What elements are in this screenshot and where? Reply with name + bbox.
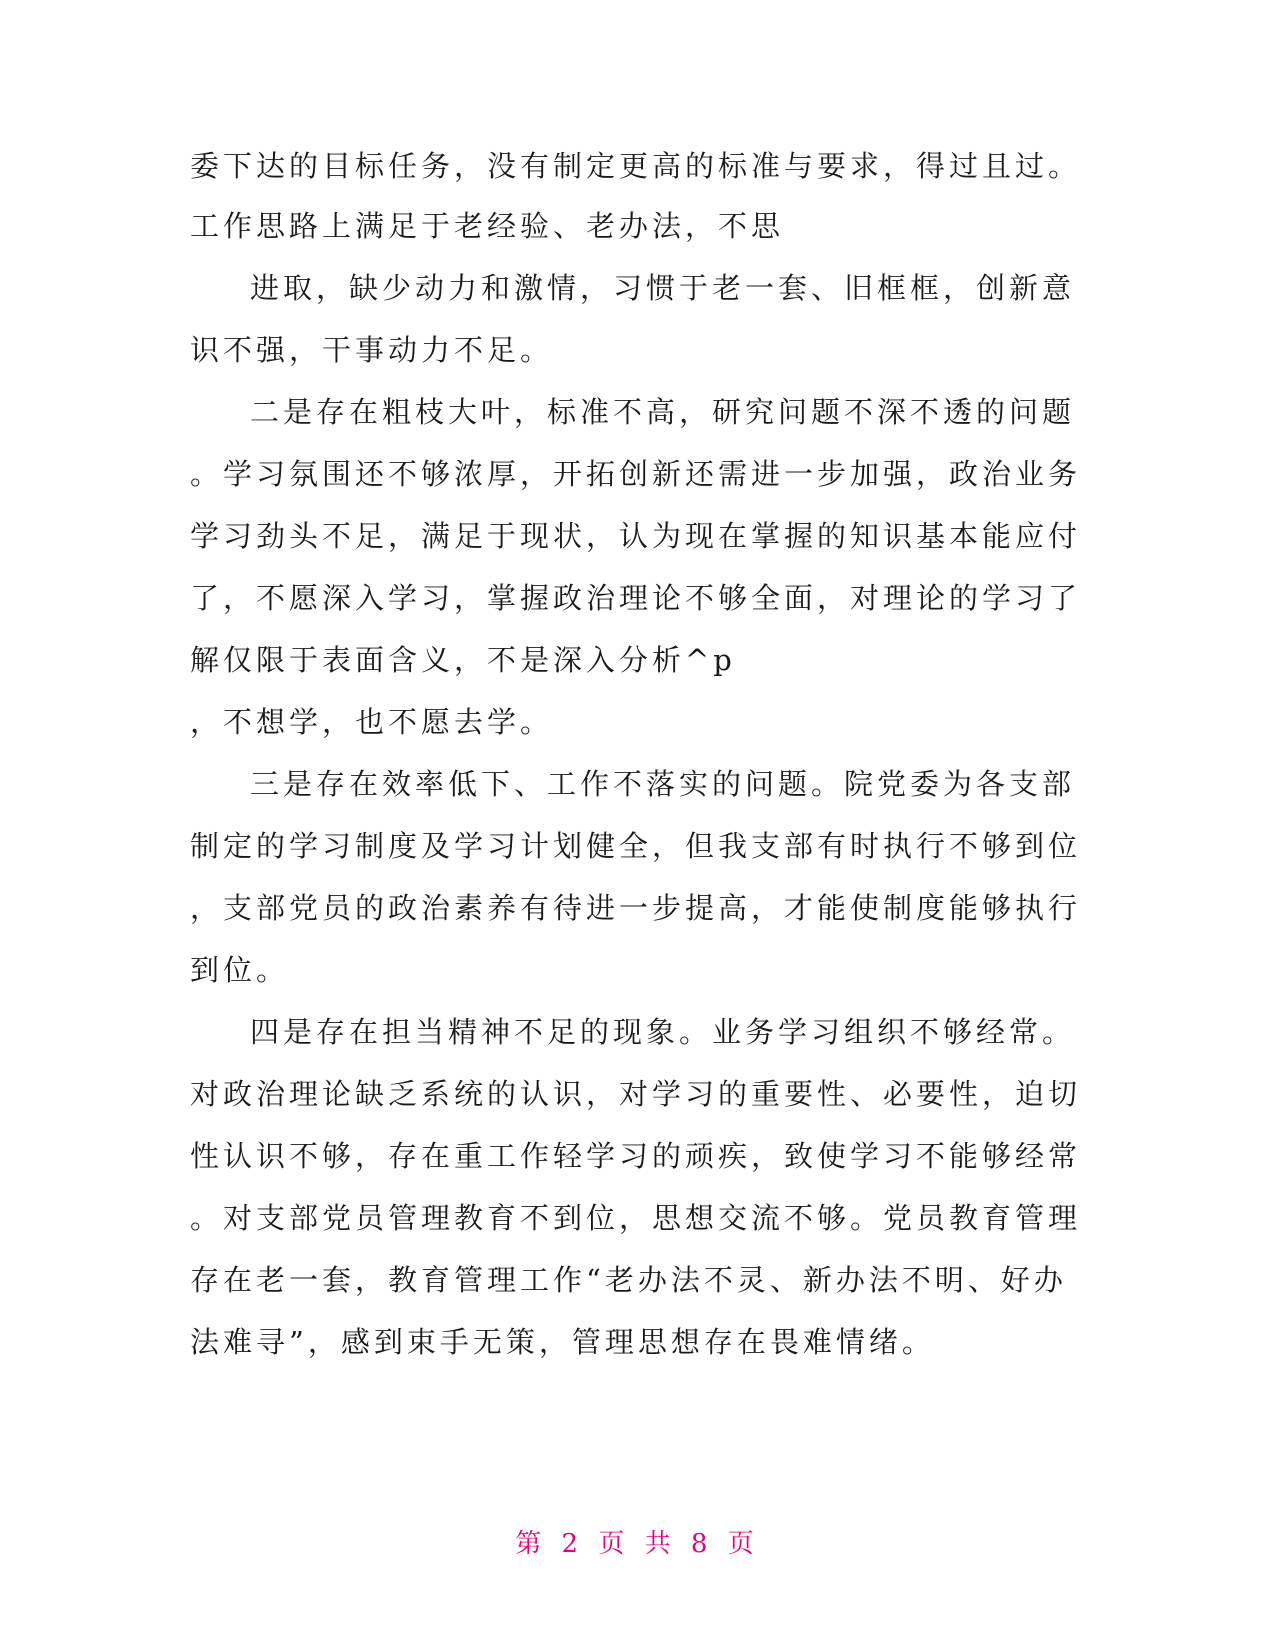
text-line: 制定的学习制度及学习计划健全，但我支部有时执行不够到位 bbox=[190, 829, 1082, 863]
text-line: 性认识不够，存在重工作轻学习的顽疾，致使学习不能够经常 bbox=[190, 1139, 1082, 1173]
text-line: 。对支部党员管理教育不到位，思想交流不够。党员教育管理 bbox=[190, 1201, 1082, 1235]
text-line: 到位。 bbox=[190, 953, 290, 987]
text-line: 进取，缺少动力和激情，习惯于老一套、旧框框，创新意 bbox=[250, 271, 1076, 305]
text-line: ，支部党员的政治素养有待进一步提高，才能使制度能够执行 bbox=[190, 891, 1082, 925]
text-line: 识不强，干事动力不足。 bbox=[190, 333, 554, 367]
text-line: 工作思路上满足于老经验、老办法，不思 bbox=[190, 209, 785, 243]
text-line: 委下达的目标任务，没有制定更高的标准与要求，得过且过。 bbox=[190, 149, 1082, 183]
text-line: ，不想学，也不愿去学。 bbox=[190, 705, 554, 739]
text-line: 法难寻”，感到束手无策，管理思想存在畏难情绪。 bbox=[190, 1325, 935, 1359]
text-line: 。学习氛围还不够浓厚，开拓创新还需进一步加强，政治业务 bbox=[190, 457, 1082, 491]
text-line: 二是存在粗枝大叶，标准不高，研究问题不深不透的问题 bbox=[250, 395, 1076, 429]
text-line: 存在老一套，教育管理工作“老办法不灵、新办法不明、好办 bbox=[190, 1263, 1067, 1297]
page-number-footer: 第 2 页 共 8 页 bbox=[515, 1529, 760, 1559]
text-line: 四是存在担当精神不足的现象。业务学习组织不够经常。 bbox=[250, 1015, 1076, 1049]
text-line: 对政治理论缺乏系统的认识，对学习的重要性、必要性，迫切 bbox=[190, 1077, 1082, 1111]
text-line: 解仅限于表面含义，不是深入分析^p bbox=[190, 643, 736, 677]
text-line: 学习劲头不足，满足于现状，认为现在掌握的知识基本能应付 bbox=[190, 519, 1082, 553]
text-line: 了，不愿深入学习，掌握政治理论不够全面，对理论的学习了 bbox=[190, 581, 1082, 615]
text-line: 三是存在效率低下、工作不落实的问题。院党委为各支部 bbox=[250, 767, 1076, 801]
